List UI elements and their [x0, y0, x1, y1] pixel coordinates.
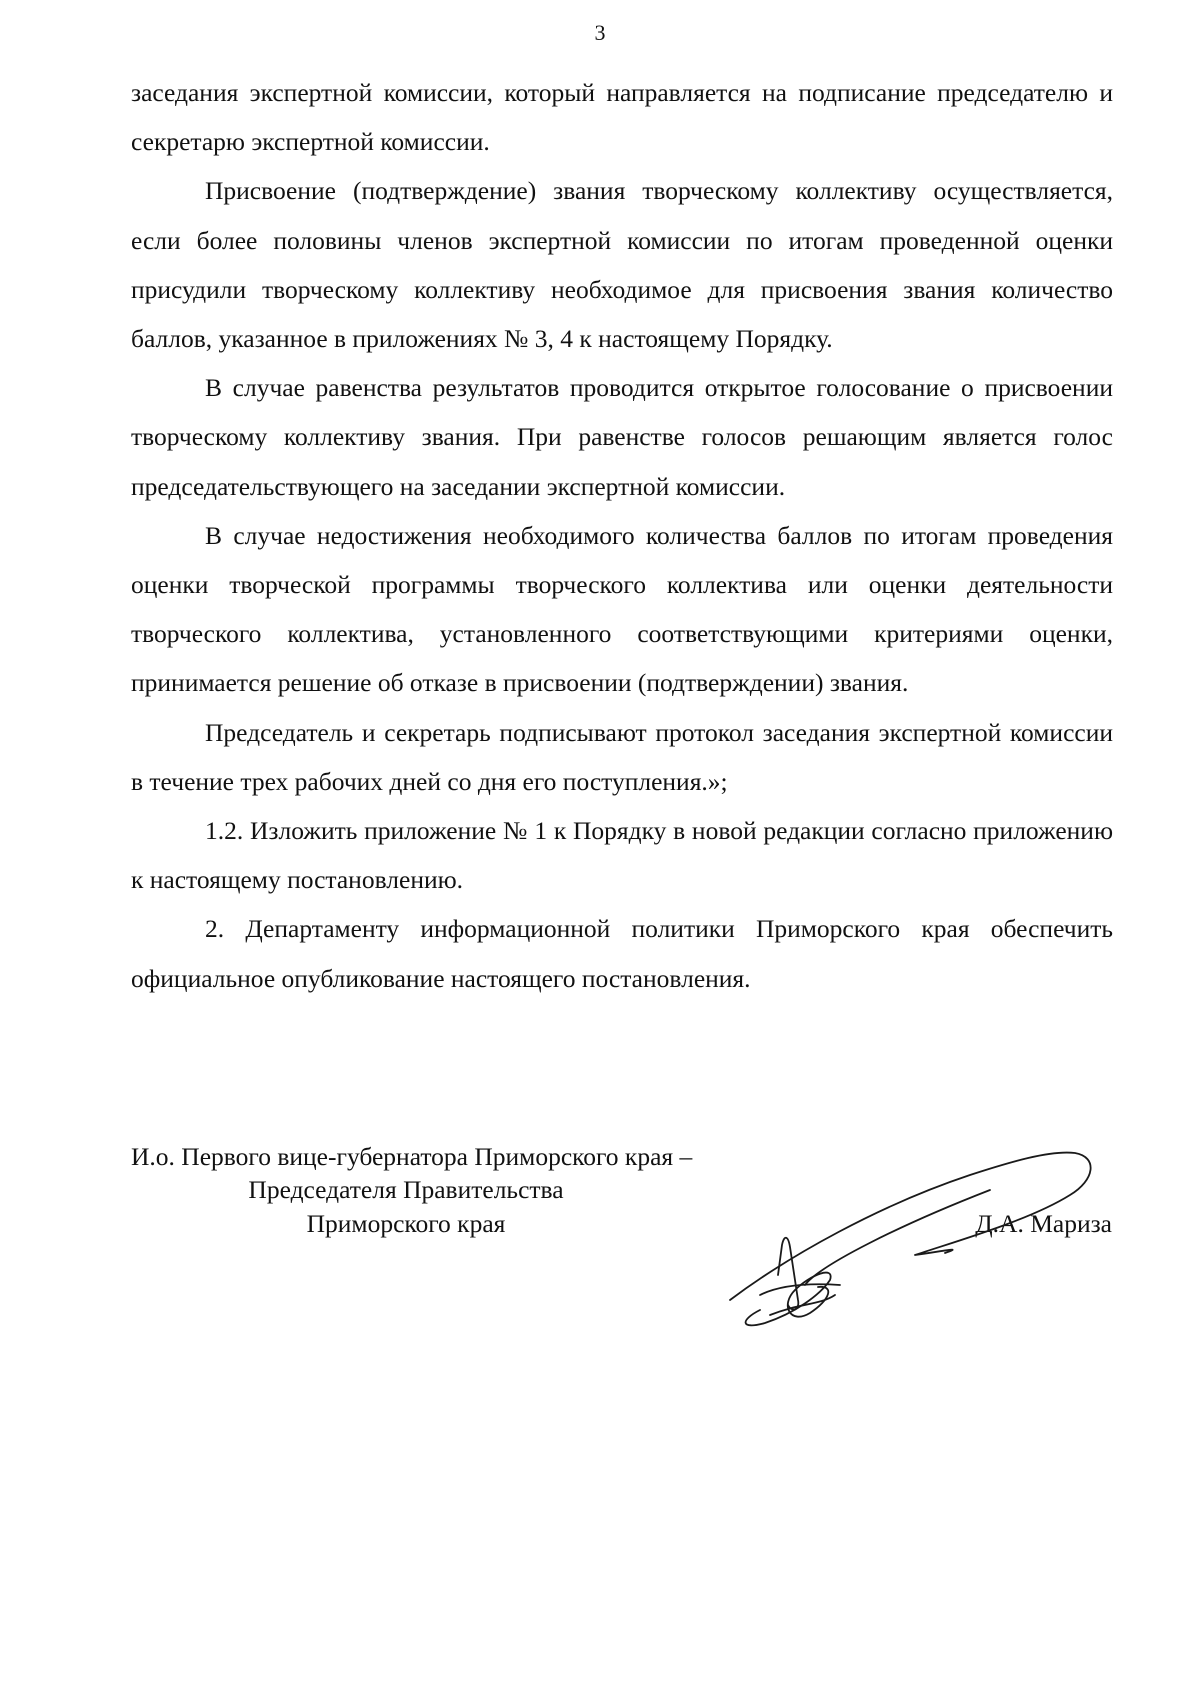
paragraph-5: Председатель и секретарь подписывают протокол заседания экспертной комиссии в течение трех рабочих дней со дня его поступления.»; [131, 717, 1113, 796]
page-number: 3 [594, 20, 606, 45]
signatory-title-line-3: Приморского края [306, 1209, 506, 1238]
handwritten-signature [700, 1135, 1100, 1340]
paragraph-6: 1.2. Изложить приложение № 1 к Порядку в новой редакции согласно приложению к настоящему постановлению. [131, 816, 1113, 895]
paragraph-2: Присвоение (подтверждение) звания творческому коллективу осуществляется, если более половины членов экспертной комиссии по итогам проведенной оценки присудили творческому коллективу необходимое для присвоения звания количество баллов, указанное в приложениях № 3, 4 к настоящему Порядку. [131, 176, 1113, 354]
paragraph-4: В случае недостижения необходимого количества баллов по итогам проведения оценки творческой программы творческого коллектива или оценки деятельности творческого коллектива, установленного соответствующими критериями оценки, принимается решение об отказе в присвоении (подтверждении) звания. [131, 520, 1113, 698]
signatory-title-line-2: Председателя Правительства [248, 1175, 564, 1204]
paragraph-1: заседания экспертной комиссии, который направляется на подписание председателю и секретарю экспертной комиссии. [131, 78, 1113, 157]
paragraph-7: 2. Департаменту информационной политики Приморского края обеспечить официальное опубликование настоящего постановления. [131, 914, 1113, 993]
paragraph-3: В случае равенства результатов проводится открытое голосование о присвоении творческому коллективу звания. При равенстве голосов решающим является голос председательствующего на заседании экспертной комиссии. [131, 373, 1113, 501]
signatory-name: Д.А. Мариза [975, 1209, 1112, 1238]
signatory-title-line-1: И.о. Первого вице-губернатора Приморского края – [131, 1142, 693, 1171]
document-body [131, 68, 1113, 1003]
